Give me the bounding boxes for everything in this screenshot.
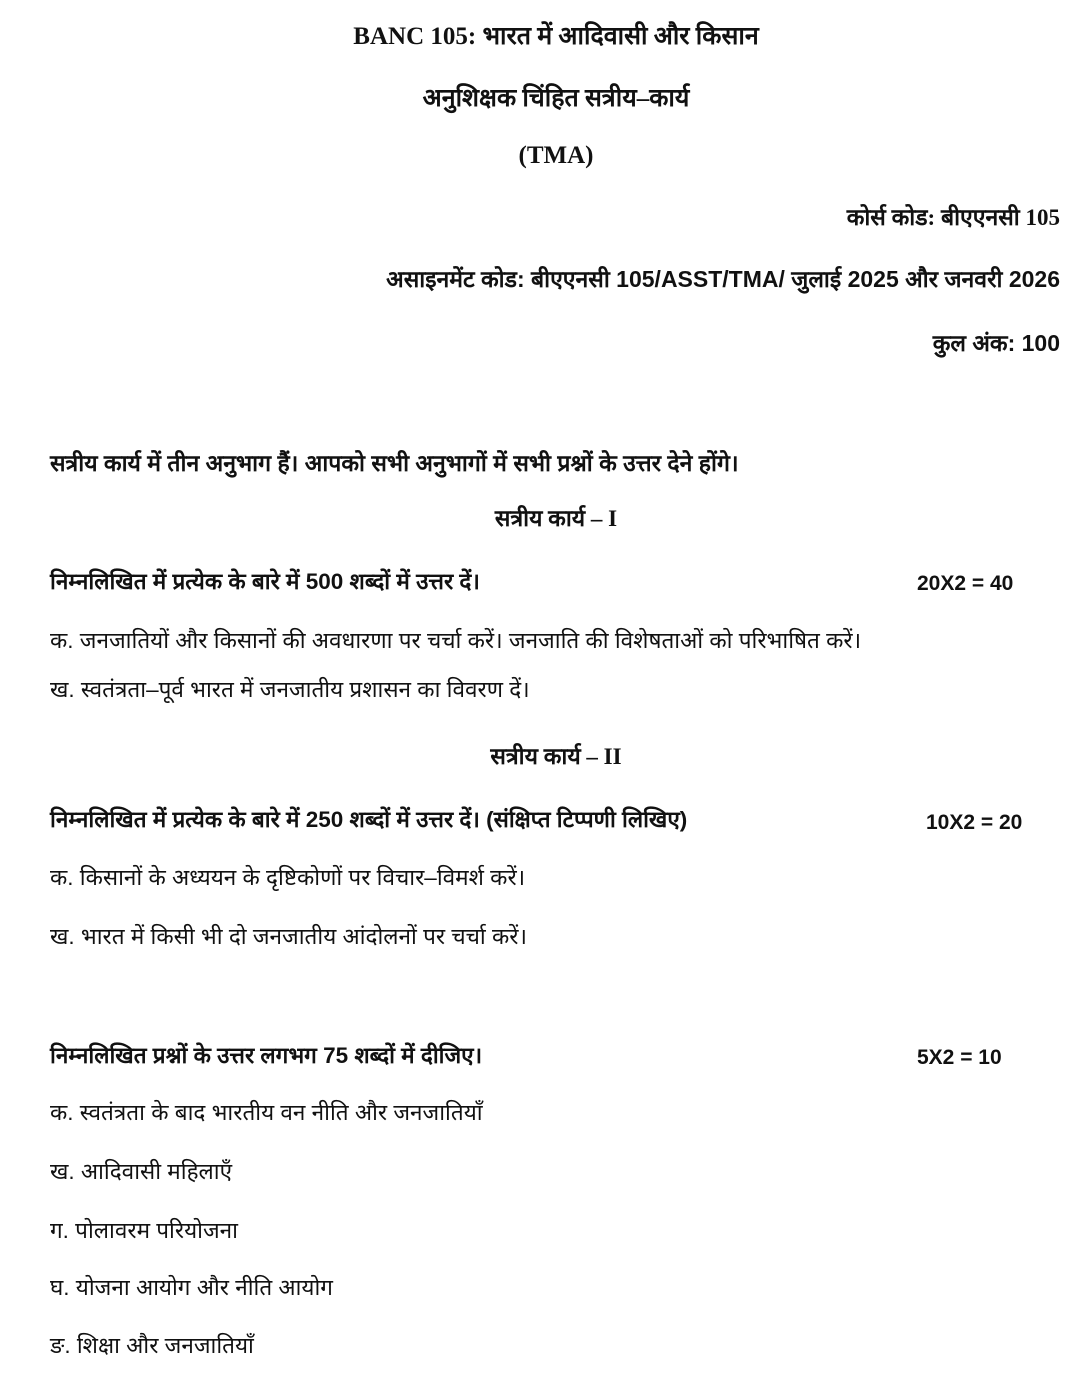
section-1-heading: सत्रीय कार्य – I <box>494 506 618 531</box>
section-3-question-e: ङ. शिक्षा और जनजातियाँ <box>50 1333 254 1358</box>
assignment-subtitle: अनुशिक्षक चिंहित सत्रीय–कार्य <box>422 85 690 112</box>
section-1-instruction: निम्नलिखित में प्रत्येक के बारे में 500 शब्दों में उत्तर दें। <box>50 569 480 594</box>
course-code: कोर्स कोड: बीएएनसी 105 <box>846 205 1060 230</box>
section-3-question-c: ग. पोलावरम परियोजना <box>50 1218 238 1243</box>
section-2-question-b: ख. भारत में किसी भी दो जनजातीय आंदोलनों पर चर्चा करें। <box>50 924 528 949</box>
section-1-marks: 20X2 = 40 <box>917 572 1014 595</box>
tma-label: (TMA) <box>518 142 594 169</box>
section-3-question-d: घ. योजना आयोग और नीति आयोग <box>50 1275 333 1300</box>
total-marks: कुल अंक: 100 <box>932 330 1060 356</box>
assignment-code: असाइनमेंट कोड: बीएएनसी 105/ASST/TMA/ जुलाई 2025 और जनवरी 2026 <box>386 266 1060 292</box>
section-2-question-a: क. किसानों के अध्ययन के दृष्टिकोणों पर विचार–विमर्श करें। <box>50 865 526 890</box>
section-1-question-b: ख. स्वतंत्रता–पूर्व भारत में जनजातीय प्रशासन का विवरण दें। <box>50 677 530 702</box>
section-3-marks: 5X2 = 10 <box>917 1046 1002 1069</box>
intro-text: सत्रीय कार्य में तीन अनुभाग हैं। आपको सभी अनुभागों में सभी प्रश्नों के उत्तर देने होंगे। <box>50 450 739 476</box>
section-2-instruction: निम्नलिखित में प्रत्येक के बारे में 250 शब्दों में उत्तर दें। (संक्षिप्त टिप्पणी लिखिए) <box>50 807 688 832</box>
section-3-question-b: ख. आदिवासी महिलाएँ <box>50 1159 233 1184</box>
section-2-marks: 10X2 = 20 <box>926 811 1023 834</box>
section-1-question-a: क. जनजातियों और किसानों की अवधारणा पर चर्चा करें। जनजाति की विशेषताओं को परिभाषित करें। <box>50 628 862 653</box>
course-title: BANC 105: भारत में आदिवासी और किसान <box>353 23 759 50</box>
section-2-heading: सत्रीय कार्य – II <box>490 744 622 769</box>
section-3-instruction: निम्नलिखित प्रश्नों के उत्तर लगभग 75 शब्दों में दीजिए। <box>50 1043 483 1068</box>
section-3-question-a: क. स्वतंत्रता के बाद भारतीय वन नीति और जनजातियाँ <box>50 1100 483 1125</box>
